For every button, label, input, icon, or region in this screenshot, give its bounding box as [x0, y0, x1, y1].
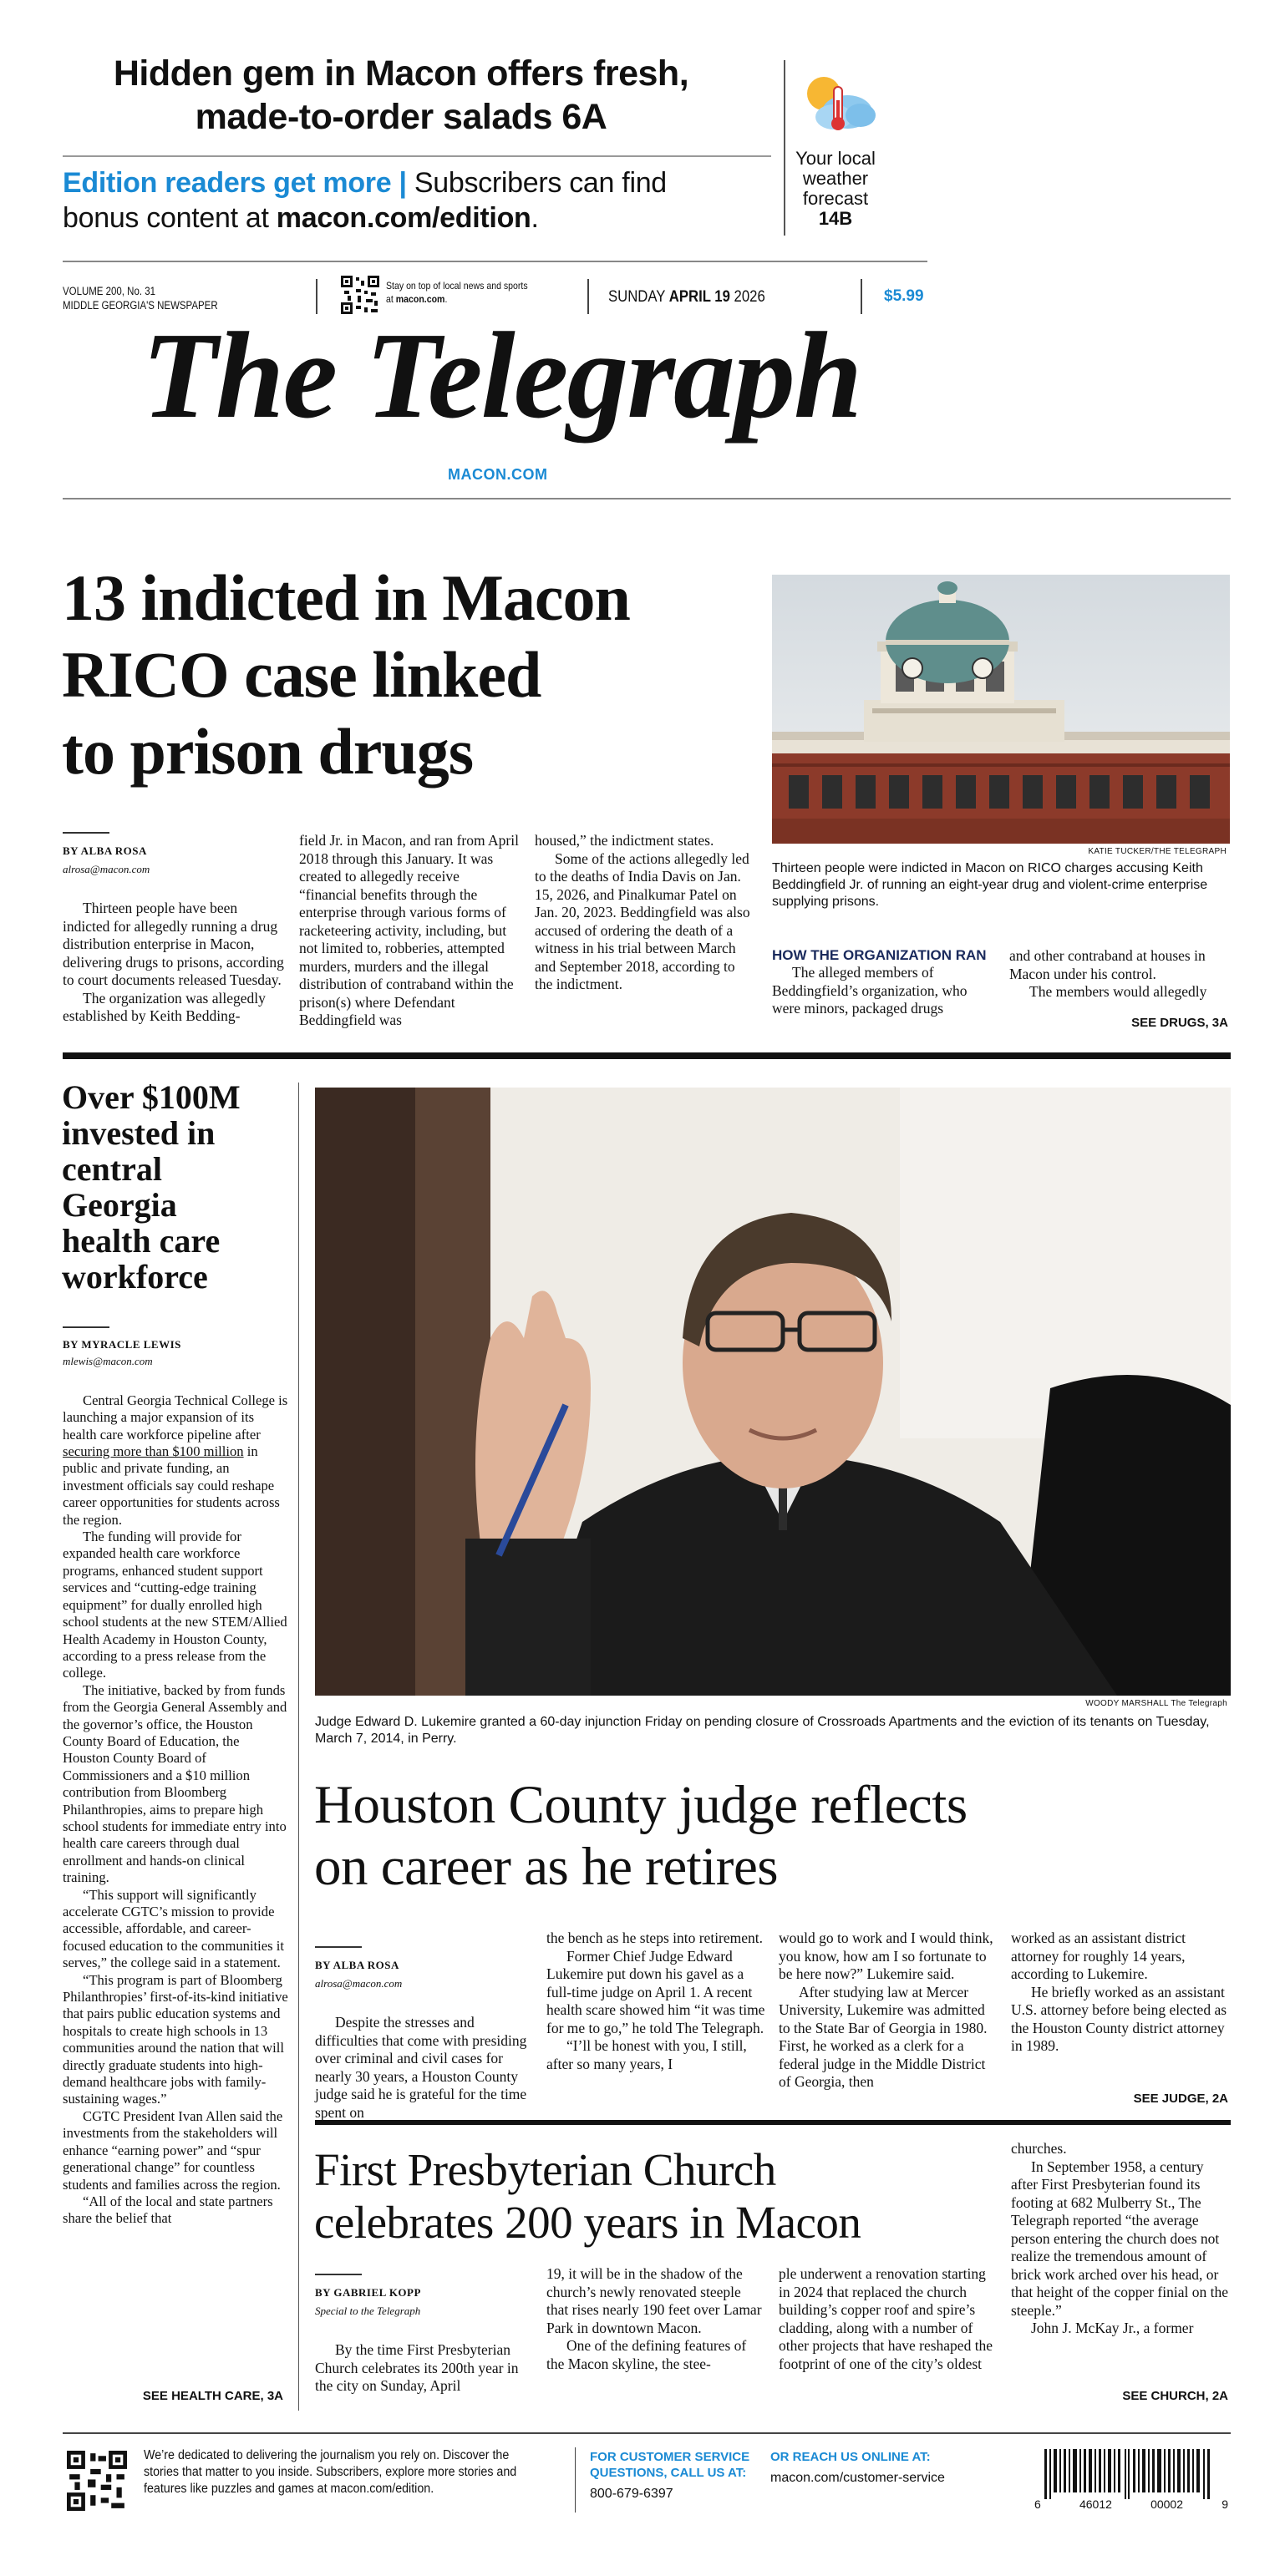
qr-promo-text — [386, 279, 528, 306]
lead-headline-line3: to prison drugs — [62, 715, 474, 788]
judge-col2-p1: the bench as he steps into retirement. — [546, 1929, 764, 1946]
lead-byline-rule — [63, 832, 109, 834]
judge-byline: BY ALBA ROSA — [315, 1959, 399, 1971]
health-p1-lead: Central Georgia Technical College is launching a major expansion of its health care workforce pipeline after — [63, 1392, 288, 1443]
lead-col1-p1: Thirteen people have been indicted for allegedly running a drug distribution enterprise in Macon, delivering drugs to prisons, according to court documents released Tuesday. — [63, 900, 284, 988]
church-col3-p1: ple underwent a renovation starting in 2024 that replaced the church building’s copper roof and spire’s cladding, along with a number of other projects that have reshaped the footprint of one of the city’s oldest — [779, 2265, 993, 2372]
weather-icon — [800, 68, 884, 144]
judge-photo-credit — [315, 1699, 1227, 1708]
weather-line1: Your local — [795, 148, 876, 169]
church-email: Special to the Telegraph — [315, 2304, 421, 2317]
masthead-bottom-rule — [63, 498, 1231, 499]
judge-headline-line1: Houston County judge reflects — [314, 1775, 968, 1835]
church-headline-line1: First Presbyterian Church — [314, 2144, 776, 2195]
judge-email[interactable]: alrosa@macon.com — [315, 1976, 403, 1990]
edition-line1-rest: Subscribers can find — [414, 167, 667, 199]
lead-headline[interactable] — [62, 560, 780, 790]
judge-byline-rule — [315, 1946, 362, 1948]
judge-col2-p2: Former Chief Judge Edward Lukemire put down his gavel as a full-time judge on April 1. A recent health scare showed him “it was time for me to go,” he told The Telegraph. — [546, 1947, 765, 2036]
lead-col3-p2: Some of the actions allegedly led to the deaths of India Davis on Jan. 15, 2026, and Pinalkumar Patel on Jan. 20, 2023. Beddingfield was also accused of ordering the death of a witness in his trial between March and September 2018, according to the indictment. — [535, 849, 750, 992]
health-p5: “This program is part of Bloomberg Philanthropies’ first-of-its-kind initiative that pairs public education systems and hospitals to create high schools in 13 communities around the nation that will directly graduate students into high-demand healthcare jobs with family-sustaining wages.” — [63, 1971, 288, 2107]
edition-url[interactable]: macon.com/edition — [276, 202, 531, 234]
issue-date — [608, 288, 765, 307]
health-p6: CGTC President Ivan Allen said the investments from the stakeholders will enhance “earning power” and “spur generational change” for countless students and families across the region. — [63, 2107, 283, 2193]
lead-col-3 — [535, 832, 756, 994]
cs-phone[interactable]: 800-679-6397 — [590, 2487, 673, 2501]
judge-credit-name: WOODY MARSHALL — [1085, 1699, 1169, 1708]
church-col-4 — [1011, 2140, 1230, 2338]
health-jump-link[interactable]: SEE HEALTH CARE, 3A — [142, 2389, 283, 2403]
health-headline[interactable] — [62, 1079, 304, 1295]
footer-qr-code-icon[interactable] — [67, 2451, 127, 2511]
lead-jump-link[interactable]: SEE DRUGS, 3A — [1131, 1016, 1228, 1030]
church-col4-p2: In September 1958, a century after First Presbyterian found its footing at 682 Mulberry St., The Telegraph reported “the average person entering the church does not realize the tremendous amount of brick work arched over his head, or that height of the copper finial on the steeple.” — [1011, 2158, 1228, 2319]
judge-col3-p1: would go to work and I would think, you know, how am I so fortunate to be here now?” Lukemire said. — [779, 1929, 993, 1982]
judge-col-2 — [546, 1929, 765, 2073]
footer-divider-1 — [575, 2447, 576, 2513]
issue-year: 2026 — [734, 288, 765, 306]
cs-label-line2: QUESTIONS, CALL US AT: — [590, 2466, 747, 2480]
qr-line2-url[interactable]: macon.com — [395, 293, 445, 305]
church-col4-p1: churches. — [1011, 2140, 1067, 2157]
judge-photo-caption: Judge Edward D. Lukemire granted a 60-day injunction Friday on pending closure of Crossroads Apartments and the eviction of its tenants on Tuesday, March 7, 2014, in Perry. — [315, 1715, 1210, 1746]
health-byline-rule — [63, 1326, 109, 1328]
health-col — [63, 1326, 288, 2228]
church-byline-rule — [315, 2274, 362, 2275]
promo-headline-line2: made-to-order salads 6A — [195, 97, 607, 137]
health-p2: The funding will provide for expanded health care workforce programs, enhanced student support services and “cutting-edge training equipment” for dually enrolled high school students at the new STEM/Allied Health Academy in Houston County, according to a press release from the college. — [63, 1529, 287, 1681]
section-heavy-rule-1 — [63, 1052, 1231, 1059]
edition-period: . — [531, 202, 539, 234]
barcode-icon — [1044, 2449, 1211, 2499]
weather-line3: forecast — [802, 188, 869, 209]
lead-col5-p2: The members would allegedly — [1029, 983, 1207, 1000]
barcode-mid1: 46012 — [1079, 2497, 1112, 2511]
footer-blurb: We’re dedicated to delivering the journalism you rely on. Discover the stories that matter to you inside. Subscribers, explore more stories and features like puzzles and games at macon.com/edition. — [144, 2448, 517, 2496]
church-col-1 — [315, 2274, 534, 2396]
courthouse-photo[interactable] — [772, 575, 1230, 844]
section-heavy-rule-2 — [315, 2120, 1231, 2125]
judge-col4-p1: worked as an assistant district attorney for roughly 14 years, according to Lukemire. — [1011, 1929, 1186, 1982]
health-headline-line6: workforce — [62, 1258, 208, 1296]
online-label: OR REACH US ONLINE AT: — [770, 2450, 931, 2464]
judge-col-1 — [315, 1946, 534, 2122]
promo-headline[interactable] — [33, 52, 769, 139]
tagline: MIDDLE GEORGIA'S NEWSPAPER — [63, 299, 218, 312]
lead-col4-p1: The alleged members of Beddingfield’s organization, who were minors, packaged drugs — [772, 964, 968, 1017]
health-byline: BY MYRACLE LEWIS — [63, 1338, 181, 1351]
lead-col5-p1: and other contraband at houses in Macon under his control. — [1009, 947, 1206, 982]
health-p4: “This support will significantly accelerate CGTC’s mission to provide accessible, affordable, and career-focused education to the communities it serves,” the college said in a statement. — [63, 1886, 284, 1971]
judge-col3-p2: After studying law at Mercer University, Lukemire was admitted to the State Bar of Georgia in 1980. First, he worked as a clerk for a federal judge in the Middle District of Georgia, then — [779, 1983, 988, 2090]
judge-illustration — [315, 1088, 1231, 1696]
edition-promo[interactable] — [63, 165, 781, 236]
online-contact — [770, 2449, 945, 2486]
church-col4-p3: John J. McKay Jr., a former — [1031, 2320, 1194, 2336]
health-p1 — [63, 1392, 288, 1529]
qr-line1: Stay on top of local news and sports — [386, 280, 528, 292]
volume-number: VOLUME 200, No. 31 — [63, 285, 155, 297]
health-funding-link[interactable]: securing more than $100 million — [63, 1443, 244, 1460]
health-headline-line5: health care — [62, 1222, 221, 1260]
judge-col4-p2: He briefly worked as an assistant U.S. attorney before being elected as the Houston County district attorney in 1989. — [1011, 1983, 1227, 2054]
customer-service — [590, 2449, 749, 2502]
health-headline-line2: invested in — [62, 1114, 216, 1152]
cs-label-line1: FOR CUSTOMER SERVICE — [590, 2450, 750, 2464]
health-p3: The initiative, backed by from funds from the Georgia General Assembly and the governor’s office, the Houston County Board of Education, the Houston County Board of Commissioners and a $10 million contribution from Bloomberg Philanthropies, aims to prepare high school students for immediate entry into health care careers through dual enrollment and hands-on clinical training. — [63, 1681, 287, 1886]
online-url[interactable]: macon.com/customer-service — [770, 2471, 945, 2485]
church-col2-p2: One of the defining features of the Macon skyline, the stee- — [546, 2337, 747, 2372]
judge-credit-org: The Telegraph — [1171, 1699, 1227, 1708]
church-byline: BY GABRIEL KOPP — [315, 2286, 421, 2299]
church-headline[interactable] — [314, 2143, 1008, 2249]
issue-day: SUNDAY — [608, 288, 666, 306]
barcode-left: 6 — [1034, 2497, 1041, 2511]
judge-col1-p1: Despite the stresses and difficulties that come with presiding over criminal and civil cases for nearly 30 years, a Houston County judge said he is grateful for the time spent on — [315, 2014, 527, 2121]
judge-col-4 — [1011, 1929, 1230, 2056]
newspaper-title[interactable]: The Telegraph — [141, 307, 861, 444]
lead-headline-line1: 13 indicted in Macon — [62, 561, 630, 634]
lead-photo-credit: KATIE TUCKER/THE TELEGRAPH — [1088, 847, 1227, 856]
judge-headline-line2: on career as he retires — [314, 1837, 779, 1897]
church-col2-p1: 19, it will be in the shadow of the church’s newly renovated steeple that rises nearly 190 feet over Lamar Park in downtown Macon. — [546, 2265, 762, 2336]
barcode-digits — [1034, 2497, 1228, 2511]
weather-line2: weather — [802, 168, 869, 189]
judge-jump-link[interactable]: SEE JUDGE, 2A — [1133, 2092, 1228, 2106]
lead-col-1 — [63, 832, 284, 1026]
lead-col-5 — [1009, 947, 1231, 1001]
courthouse-illustration — [772, 575, 1230, 844]
promo-divider — [63, 155, 771, 157]
judge-col2-p3: “I’ll be honest with you, I still, after so many years, I — [546, 2037, 747, 2072]
promo-headline-line1: Hidden gem in Macon offers fresh, — [113, 53, 689, 94]
weather-teaser[interactable] — [785, 149, 886, 229]
judge-photo[interactable] — [315, 1088, 1231, 1696]
edition-line2-pre: bonus content at — [63, 202, 269, 234]
health-p1-rest: in public and private funding, an investment officials say could reshape career opportunities for students across the region. — [63, 1443, 280, 1528]
church-col1-p1: By the time First Presbyterian Church celebrates its 200th year in the city on Sunday, April — [315, 2341, 519, 2394]
lead-col2-p1: field Jr. in Macon, and ran from April 2018 through this January. It was created to allegedly receive “financial benefits through the enterprise through various forms of racketeering activity, including, but not limited to, robberies, attempted murders, murders and the illegal distribution of contraband within the prison(s) where Defendant Beddingfield was — [299, 832, 519, 1028]
health-email[interactable]: mlewis@macon.com — [63, 1355, 153, 1368]
lead-email[interactable]: alrosa@macon.com — [63, 862, 150, 875]
barcode-right: 9 — [1222, 2497, 1228, 2511]
health-column-rule — [298, 1083, 299, 2411]
lead-photo-caption: Thirteen people were indicted in Macon on RICO charges accusing Keith Beddingfield Jr. of running an eight-year drug and violent-crime enterprise supplying prisons. — [772, 861, 1208, 909]
website-link[interactable]: MACON.COM — [448, 466, 548, 483]
weather-page: 14B — [818, 208, 853, 229]
church-col-2 — [546, 2265, 765, 2373]
issue-price: $5.99 — [884, 287, 924, 305]
health-p7: “All of the local and state partners share the belief that — [63, 2193, 273, 2227]
lead-col-2 — [299, 832, 521, 1030]
edition-lead: Edition readers get more | — [63, 167, 407, 199]
footer-top-rule — [63, 2432, 1231, 2434]
health-headline-line3: central — [62, 1150, 162, 1188]
masthead-top-rule — [63, 261, 927, 262]
health-headline-line1: Over $100M — [62, 1078, 241, 1116]
qr-line2-pre: at — [386, 293, 394, 305]
health-headline-line4: Georgia — [62, 1186, 177, 1224]
lead-headline-line2: RICO case linked — [62, 638, 541, 711]
lead-subhead: HOW THE ORGANIZATION RAN — [772, 947, 987, 963]
lead-byline: BY ALBA ROSA — [63, 844, 147, 857]
judge-headline[interactable] — [314, 1774, 1230, 1898]
judge-col-3 — [779, 1929, 998, 2092]
church-jump-link[interactable]: SEE CHURCH, 2A — [1122, 2389, 1228, 2403]
church-headline-line2: celebrates 200 years in Macon — [314, 2197, 861, 2248]
issue-date-bold: APRIL 19 — [668, 288, 730, 306]
qr-line2-post: . — [444, 293, 448, 305]
barcode-mid2: 00002 — [1150, 2497, 1184, 2511]
lead-col1-p2: The organization was allegedly established by Keith Bedding- — [63, 989, 266, 1024]
church-col-3 — [779, 2265, 998, 2373]
lead-col3-p1: housed,” the indictment states. — [535, 832, 714, 849]
lead-col-4 — [772, 947, 993, 1018]
